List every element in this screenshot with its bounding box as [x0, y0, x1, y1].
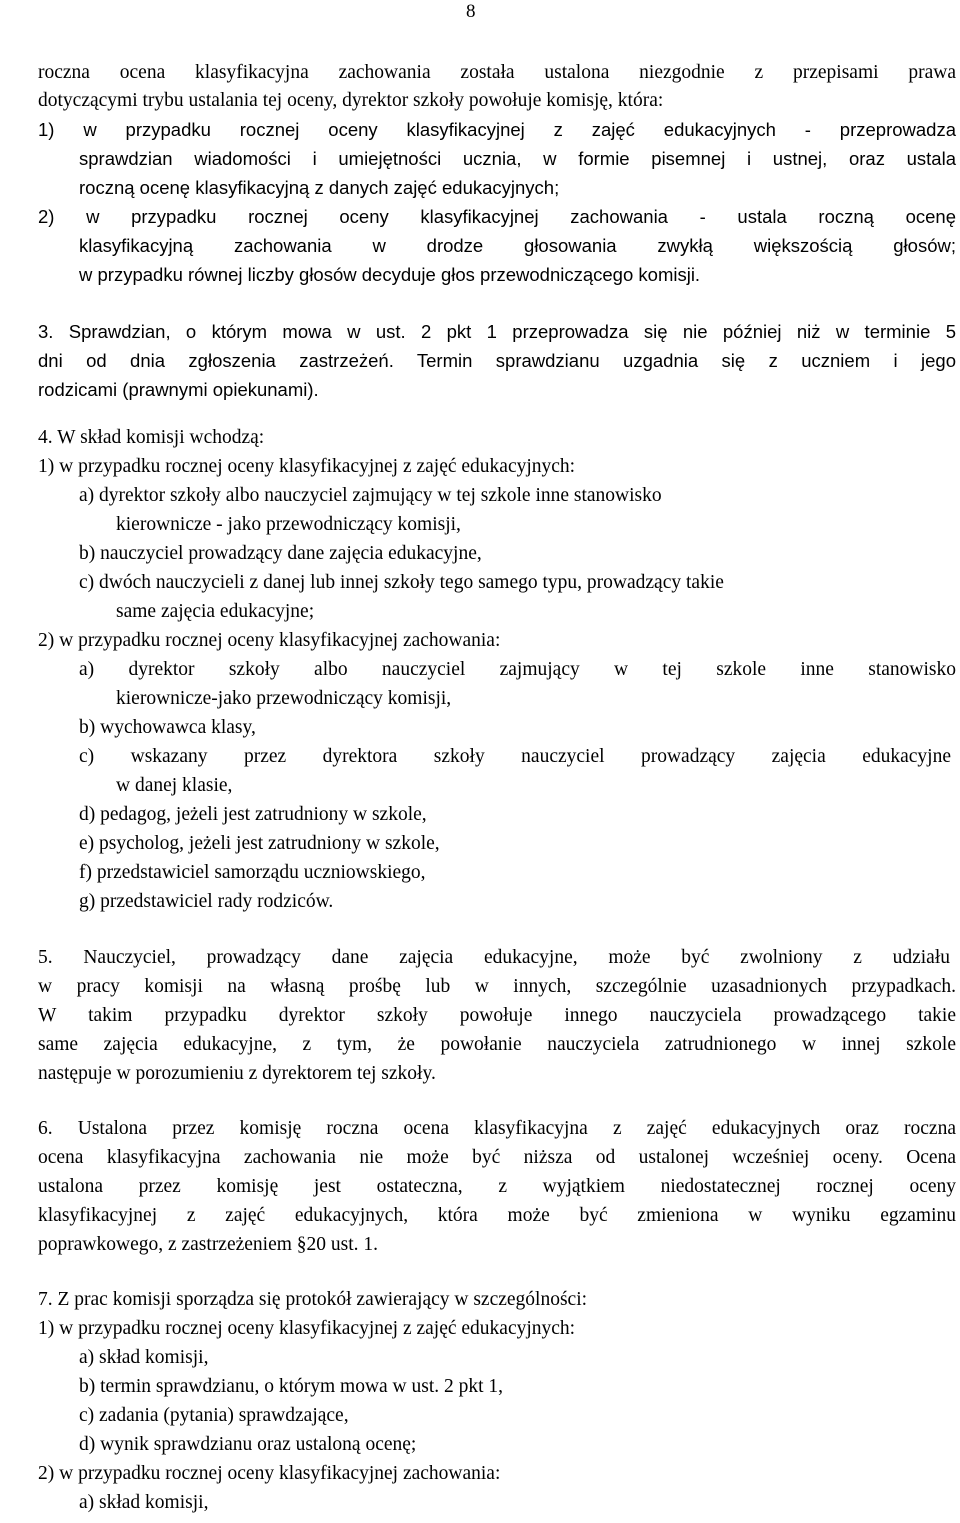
- text-line: ustalona przez komisję jest ostateczna, z wyjątkiem niedostatecznej rocznej oceny: [38, 1176, 956, 1197]
- text-line: ocena klasyfikacyjna zachowania nie może być niższa od ustalonej wcześniej oceny. Ocena: [38, 1147, 956, 1168]
- text-line: 4. W skład komisji wchodzą:: [38, 427, 265, 448]
- text-line: kierownicze - jako przewodniczący komisji,: [116, 514, 461, 535]
- text-line: W takim przypadku dyrektor szkoły powołuje innego nauczyciela prowadzącego takie: [38, 1005, 956, 1026]
- text-line: 2) w przypadku rocznej oceny klasyfikacyjnej zachowania - ustala roczną ocenę: [38, 206, 956, 227]
- text-line: a) dyrektor szkoły albo nauczyciel zajmujący w tej szkole inne stanowisko: [79, 659, 956, 680]
- text-line: 7. Z prac komisji sporządza się protokół zawierający w szczególności:: [38, 1289, 588, 1310]
- text-line: d) wynik sprawdzianu oraz ustaloną ocenę;: [79, 1434, 417, 1455]
- text-line: c) zadania (pytania) sprawdzające,: [79, 1405, 349, 1426]
- text-line: g) przedstawiciel rady rodziców.: [79, 891, 334, 912]
- text-line: 5. Nauczyciel, prowadzący dane zajęcia edukacyjne, może być zwolniony z udziału: [38, 947, 950, 968]
- text-line: poprawkowego, z zastrzeżeniem §20 ust. 1.: [38, 1234, 379, 1255]
- text-line: roczną ocenę klasyfikacyjną z danych zajęć edukacyjnych;: [79, 177, 560, 198]
- text-line: same zajęcia edukacyjne;: [116, 601, 315, 622]
- text-line: w danej klasie,: [116, 775, 233, 796]
- text-line: dni od dnia zgłoszenia zastrzeżeń. Termin sprawdzianu uzgadnia się z uczniem i jego: [38, 350, 956, 371]
- text-line: a) dyrektor szkoły albo nauczyciel zajmujący w tej szkole inne stanowisko: [79, 485, 662, 506]
- text-line: kierownicze-jako przewodniczący komisji,: [116, 688, 452, 709]
- text-line: c) dwóch nauczycieli z danej lub innej szkoły tego samego typu, prowadzący takie: [79, 572, 724, 593]
- text-line: klasyfikacyjną zachowania w drodze głosowania zwykłą większością głosów;: [79, 235, 956, 256]
- text-line: roczna ocena klasyfikacyjna zachowania została ustalona niezgodnie z przepisami prawa: [38, 62, 956, 83]
- text-line: e) psycholog, jeżeli jest zatrudniony w szkole,: [79, 833, 440, 854]
- text-line: f) przedstawiciel samorządu uczniowskiego,: [79, 862, 426, 883]
- text-line: 1) w przypadku rocznej oceny klasyfikacyjnej z zajęć edukacyjnych - przeprowadza: [38, 119, 956, 140]
- text-line: c) wskazany przez dyrektora szkoły nauczyciel prowadzący zajęcia edukacyjne: [79, 746, 951, 767]
- text-line: dotyczącymi trybu ustalania tej oceny, dyrektor szkoły powołuje komisję, która:: [38, 90, 664, 111]
- text-line: a) skład komisji,: [79, 1492, 209, 1513]
- text-line: 6. Ustalona przez komisję roczna ocena klasyfikacyjna z zajęć edukacyjnych oraz roczna: [38, 1118, 956, 1139]
- text-line: 2) w przypadku rocznej oceny klasyfikacyjnej zachowania:: [38, 630, 501, 651]
- text-line: następuje w porozumieniu z dyrektorem tej szkoły.: [38, 1063, 436, 1084]
- text-line: b) nauczyciel prowadzący dane zajęcia edukacyjne,: [79, 543, 482, 564]
- text-line: same zajęcia edukacyjne, z tym, że powołanie nauczyciela zatrudnionego w innej szkole: [38, 1034, 956, 1055]
- text-line: b) termin sprawdzianu, o którym mowa w ust. 2 pkt 1,: [79, 1376, 504, 1397]
- text-line: rodzicami (prawnymi opiekunami).: [38, 379, 319, 400]
- text-line: 1) w przypadku rocznej oceny klasyfikacyjnej z zajęć edukacyjnych:: [38, 456, 576, 477]
- text-line: sprawdzian wiadomości i umiejętności ucznia, w formie pisemnej i ustnej, oraz ustala: [79, 148, 956, 169]
- text-line: d) pedagog, jeżeli jest zatrudniony w szkole,: [79, 804, 427, 825]
- text-line: w przypadku równej liczby głosów decyduje głos przewodniczącego komisji.: [79, 264, 701, 285]
- text-line: 2) w przypadku rocznej oceny klasyfikacyjnej zachowania:: [38, 1463, 501, 1484]
- text-line: 3. Sprawdzian, o którym mowa w ust. 2 pkt 1 przeprowadza się nie później niż w terminie 5: [38, 321, 956, 342]
- text-line: a) skład komisji,: [79, 1347, 209, 1368]
- text-line: klasyfikacyjnej z zajęć edukacyjnych, która może być zmieniona w wyniku egzaminu: [38, 1205, 956, 1226]
- text-line: b) wychowawca klasy,: [79, 717, 256, 738]
- text-line: 1) w przypadku rocznej oceny klasyfikacyjnej z zajęć edukacyjnych:: [38, 1318, 576, 1339]
- page-number: 8: [466, 1, 476, 22]
- text-line: w pracy komisji na własną prośbę lub w innych, szczególnie uzasadnionych przypadkach.: [38, 976, 956, 997]
